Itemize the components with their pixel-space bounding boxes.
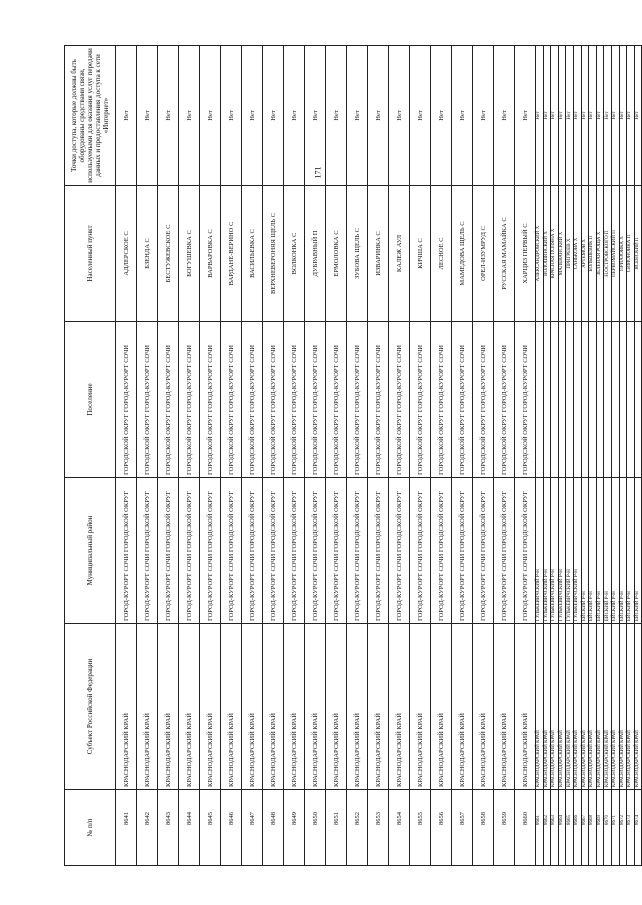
document-sheet	[64, 46, 641, 866]
cell-access-points: Нет	[536, 46, 544, 186]
table-row	[431, 46, 452, 866]
cell-subject: КРАСНОДАРСКИЙ КРАЙ	[596, 624, 604, 790]
cell-subject: КРАСНОДАРСКИЙ КРАЙ	[634, 624, 642, 790]
table-row	[551, 46, 559, 866]
cell-subject: КРАСНОДАРСКИЙ КРАЙ	[543, 624, 551, 790]
table-row	[596, 46, 604, 866]
cell-settlement	[558, 322, 566, 478]
cell-locality: РУССКАЯ МАМАЙКА С	[494, 186, 515, 322]
cell-settlement	[634, 322, 642, 478]
cell-access-points: Нет	[158, 46, 179, 186]
cell-locality: ПЕРВОМАЙСКИЙ П	[611, 186, 619, 322]
cell-locality: МАМЕДОВА ЩЕЛЬ С	[452, 186, 473, 322]
cell-district: ГОРОД-КУРОРТ СОЧИ ГОРОДСКОЙ ОКРУГ	[389, 478, 410, 624]
cell-district: ГУЛЬКЕВИЧСКИЙ Р-Н	[558, 478, 566, 624]
table-row	[116, 46, 137, 866]
cell-number: 8648	[263, 790, 284, 866]
cell-subject: КРАСНОДАРСКИЙ КРАЙ	[368, 624, 389, 790]
cell-number: 8664	[558, 790, 566, 866]
cell-district: ЕЙСКИЙ Р-Н	[634, 478, 642, 624]
cell-access-points: Нет	[221, 46, 242, 186]
table-row	[566, 46, 574, 866]
cell-access-points: Нет	[431, 46, 452, 186]
cell-subject: КРАСНОДАРСКИЙ КРАЙ	[305, 624, 326, 790]
cell-number: 8643	[158, 790, 179, 866]
cell-district: ГОРОД-КУРОРТ СОЧИ ГОРОДСКОЙ ОКРУГ	[179, 478, 200, 624]
cell-locality: АЛЕКСАНДРОВСКИЙ Х	[536, 186, 544, 322]
cell-locality: ВАРДАНЕ-ВЕРИНО С	[221, 186, 242, 322]
table-body	[116, 46, 642, 866]
cell-access-points: Нет	[179, 46, 200, 186]
cell-number: 8662	[543, 790, 551, 866]
cell-district: ГОРОД-КУРОРТ СОЧИ ГОРОДСКОЙ ОКРУГ	[305, 478, 326, 624]
cell-subject: КРАСНОДАРСКИЙ КРАЙ	[347, 624, 368, 790]
cell-subject: КРАСНОДАРСКИЙ КРАЙ	[452, 624, 473, 790]
cell-access-points: Нет	[627, 46, 635, 186]
cell-locality: АДЛЕРСКОЕ С	[116, 186, 137, 322]
cell-settlement: ГОРОДСКОЙ ОКРУГ ГОРОД-КУРОРТ СОЧИ	[347, 322, 368, 478]
cell-subject: КРАСНОДАРСКИЙ КРАЙ	[200, 624, 221, 790]
cell-district: ГОРОД-КУРОРТ СОЧИ ГОРОДСКОЙ ОКРУГ	[410, 478, 431, 624]
cell-settlement: ГОРОДСКОЙ ОКРУГ ГОРОД-КУРОРТ СОЧИ	[494, 322, 515, 478]
cell-subject: КРАСНОДАРСКИЙ КРАЙ	[263, 624, 284, 790]
table-row	[284, 46, 305, 866]
cell-settlement: ГОРОДСКОЙ ОКРУГ ГОРОД-КУРОРТ СОЧИ	[368, 322, 389, 478]
cell-access-points: Нет	[543, 46, 551, 186]
cell-settlement: ГОРОДСКОЙ ОКРУГ ГОРОД-КУРОРТ СОЧИ	[221, 322, 242, 478]
cell-access-points: Нет	[515, 46, 536, 186]
cell-settlement	[604, 322, 612, 478]
cell-subject: КРАСНОДАРСКИЙ КРАЙ	[389, 624, 410, 790]
cell-locality: БОГУШЕВКА С	[179, 186, 200, 322]
cell-settlement: ГОРОДСКОЙ ОКРУГ ГОРОД-КУРОРТ СОЧИ	[200, 322, 221, 478]
cell-district: ГУЛЬКЕВИЧСКИЙ Р-Н	[573, 478, 581, 624]
cell-locality: ХАРЦИЗ ПЕРВЫЙ С	[515, 186, 536, 322]
header-access-points: Точки доступа, которые должны быть оборудованы средствами связи, используемыми для оказания услуг передачи данных и предоставления доступа к сети «Интернет»	[65, 46, 116, 186]
rotated-table-container	[64, 46, 641, 866]
table-row	[410, 46, 431, 866]
table-row	[634, 46, 642, 866]
cell-number: 8647	[242, 790, 263, 866]
table-row	[536, 46, 544, 866]
cell-number: 8673	[627, 790, 635, 866]
cell-district: ГУЛЬКЕВИЧСКИЙ Р-Н	[536, 478, 544, 624]
cell-district: ГОРОД-КУРОРТ СОЧИ ГОРОДСКОЙ ОКРУГ	[242, 478, 263, 624]
cell-locality: КАЛЕЖ АУЛ	[389, 186, 410, 322]
cell-locality: БЕСТУЖЕВСКОЕ С	[158, 186, 179, 322]
table-row	[137, 46, 158, 866]
table-row	[581, 46, 589, 866]
table-row	[627, 46, 635, 866]
cell-number: 8660	[515, 790, 536, 866]
header-subject: Субъект Российской Федерации	[65, 624, 116, 790]
cell-district: ЕЙСКИЙ Р-Н	[581, 478, 589, 624]
cell-settlement: ГОРОДСКОЙ ОКРУГ ГОРОД-КУРОРТ СОЧИ	[242, 322, 263, 478]
cell-locality: ЕРМОЛОВКА С	[326, 186, 347, 322]
cell-number: 8654	[389, 790, 410, 866]
cell-locality: ЛЕСНОЕ С	[431, 186, 452, 322]
cell-access-points: Нет	[452, 46, 473, 186]
cell-subject: КРАСНОДАРСКИЙ КРАЙ	[566, 624, 574, 790]
cell-subject: КРАСНОДАРСКИЙ КРАЙ	[611, 624, 619, 790]
cell-settlement	[551, 322, 559, 478]
table-row	[221, 46, 242, 866]
table-row	[158, 46, 179, 866]
table-row	[589, 46, 597, 866]
cell-access-points: Нет	[347, 46, 368, 186]
table-row	[326, 46, 347, 866]
cell-number: 8655	[410, 790, 431, 866]
cell-district: ГОРОД-КУРОРТ СОЧИ ГОРОДСКОЙ ОКРУГ	[116, 478, 137, 624]
cell-locality: ДУБРАВНЫЙ П	[305, 186, 326, 322]
cell-number: 8642	[137, 790, 158, 866]
cell-access-points: Нет	[263, 46, 284, 186]
cell-locality: ПРИГРЕЕВ Х	[566, 186, 574, 322]
table-row	[347, 46, 368, 866]
cell-settlement: ГОРОДСКОЙ ОКРУГ ГОРОД-КУРОРТ СОЧИ	[410, 322, 431, 478]
cell-locality: ВЕРХНЕВЕРОНЯЯ ЩЕЛЬ С	[263, 186, 284, 322]
cell-settlement: ГОРОДСКОЙ ОКРУГ ГОРОД-КУРОРТ СОЧИ	[431, 322, 452, 478]
cell-settlement: ГОРОДСКОЙ ОКРУГ ГОРОД-КУРОРТ СОЧИ	[263, 322, 284, 478]
cell-settlement: ГОРОДСКОЙ ОКРУГ ГОРОД-КУРОРТ СОЧИ	[515, 322, 536, 478]
cell-locality: САНЬКОВА Х	[573, 186, 581, 322]
cell-settlement: ГОРОДСКОЙ ОКРУГ ГОРОД-КУРОРТ СОЧИ	[452, 322, 473, 478]
cell-access-points: Нет	[200, 46, 221, 186]
cell-settlement: ГОРОДСКОЙ ОКРУГ ГОРОД-КУРОРТ СОЧИ	[284, 322, 305, 478]
cell-access-points: Нет	[611, 46, 619, 186]
cell-access-points: Нет	[551, 46, 559, 186]
cell-locality: ОРЕЛ-ИЗУМРУД С	[473, 186, 494, 322]
cell-subject: КРАСНОДАРСКИЙ КРАЙ	[581, 624, 589, 790]
cell-settlement	[596, 322, 604, 478]
cell-district: ГОРОД-КУРОРТ СОЧИ ГОРОДСКОЙ ОКРУГ	[158, 478, 179, 624]
cell-district: ЕЙСКИЙ Р-Н	[589, 478, 597, 624]
cell-subject: КРАСНОДАРСКИЙ КРАЙ	[619, 624, 627, 790]
cell-number: 8665	[566, 790, 574, 866]
cell-locality: ЯСЕНСКИЙ П	[634, 186, 642, 322]
cell-locality: ВАРВАРОВКА С	[200, 186, 221, 322]
page-number: 171	[313, 166, 323, 179]
cell-settlement	[611, 322, 619, 478]
cell-number: 8653	[368, 790, 389, 866]
cell-number: 8652	[347, 790, 368, 866]
cell-access-points: Нет	[137, 46, 158, 186]
cell-subject: КРАСНОДАРСКИЙ КРАЙ	[473, 624, 494, 790]
cell-district: ГОРОД-КУРОРТ СОЧИ ГОРОДСКОЙ ОКРУГ	[326, 478, 347, 624]
header-locality: Населенный пункт	[65, 186, 116, 322]
cell-number: 8641	[116, 790, 137, 866]
cell-subject: КРАСНОДАРСКИЙ КРАЙ	[284, 624, 305, 790]
cell-subject: КРАСНОДАРСКИЙ КРАЙ	[515, 624, 536, 790]
cell-locality: БОЛЬШЕВИК П	[589, 186, 597, 322]
cell-subject: КРАСНОДАРСКИЙ КРАЙ	[158, 624, 179, 790]
cell-district: ГУЛЬКЕВИЧСКИЙ Р-Н	[566, 478, 574, 624]
cell-access-points: Нет	[473, 46, 494, 186]
cell-number: 8669	[596, 790, 604, 866]
cell-number: 8663	[551, 790, 559, 866]
cell-settlement	[566, 322, 574, 478]
cell-settlement: ГОРОДСКОЙ ОКРУГ ГОРОД-КУРОРТ СОЧИ	[116, 322, 137, 478]
table-row	[389, 46, 410, 866]
cell-subject: КРАСНОДАРСКИЙ КРАЙ	[494, 624, 515, 790]
cell-settlement: ГОРОДСКОЙ ОКРУГ ГОРОД-КУРОРТ СОЧИ	[473, 322, 494, 478]
cell-number: 8646	[221, 790, 242, 866]
cell-district: ЕЙСКИЙ Р-Н	[611, 478, 619, 624]
cell-subject: КРАСНОДАРСКИЙ КРАЙ	[536, 624, 544, 790]
cell-locality: БЗЕНДА С	[137, 186, 158, 322]
cell-number: 8644	[179, 790, 200, 866]
cell-number: 8649	[284, 790, 305, 866]
cell-access-points: Нет	[566, 46, 574, 186]
cell-locality: КРАСНАЯ ПОЛЯНА Х	[551, 186, 559, 322]
cell-settlement: ГОРОДСКОЙ ОКРУГ ГОРОД-КУРОРТ СОЧИ	[137, 322, 158, 478]
cell-subject: КРАСНОДАРСКИЙ КРАЙ	[573, 624, 581, 790]
cell-access-points: Нет	[494, 46, 515, 186]
cell-settlement	[543, 322, 551, 478]
cell-access-points: Нет	[634, 46, 642, 186]
cell-district: ГОРОД-КУРОРТ СОЧИ ГОРОДСКОЙ ОКРУГ	[221, 478, 242, 624]
cell-number: 8658	[473, 790, 494, 866]
cell-number: 8667	[581, 790, 589, 866]
table-row	[452, 46, 473, 866]
cell-district: ЕЙСКИЙ Р-Н	[619, 478, 627, 624]
cell-subject: КРАСНОДАРСКИЙ КРАЙ	[242, 624, 263, 790]
cell-access-points: Нет	[604, 46, 612, 186]
cell-access-points: Нет	[326, 46, 347, 186]
table-row	[305, 46, 326, 866]
cell-access-points: Нет	[573, 46, 581, 186]
cell-subject: КРАСНОДАРСКИЙ КРАЙ	[116, 624, 137, 790]
table-row	[558, 46, 566, 866]
cell-settlement: ГОРОДСКОЙ ОКРУГ ГОРОД-КУРОРТ СОЧИ	[179, 322, 200, 478]
cell-settlement: ГОРОДСКОЙ ОКРУГ ГОРОД-КУРОРТ СОЧИ	[389, 322, 410, 478]
cell-locality: ВАСИЛЬЕВКА С	[242, 186, 263, 322]
cell-number: 8672	[619, 790, 627, 866]
cell-district: ГОРОД-КУРОРТ СОЧИ ГОРОДСКОЙ ОКРУГ	[263, 478, 284, 624]
table-row	[494, 46, 515, 866]
cell-subject: КРАСНОДАРСКИЙ КРАЙ	[326, 624, 347, 790]
localities-table	[64, 45, 642, 866]
cell-subject: КРАСНОДАРСКИЙ КРАЙ	[589, 624, 597, 790]
cell-subject: КРАСНОДАРСКИЙ КРАЙ	[431, 624, 452, 790]
cell-number: 8651	[326, 790, 347, 866]
cell-locality: АРТЕМОВ Х	[581, 186, 589, 322]
table-row	[242, 46, 263, 866]
cell-access-points: Нет	[589, 46, 597, 186]
table-row	[611, 46, 619, 866]
cell-locality: ИЗВАРИНКА С	[368, 186, 389, 322]
table-row	[573, 46, 581, 866]
cell-settlement: ГОРОДСКОЙ ОКРУГ ГОРОД-КУРОРТ СОЧИ	[326, 322, 347, 478]
table-row	[179, 46, 200, 866]
header-settlement: Поселение	[65, 322, 116, 478]
cell-district: ГУЛЬКЕВИЧСКИЙ Р-Н	[551, 478, 559, 624]
cell-district: ГОРОД-КУРОРТ СОЧИ ГОРОДСКОЙ ОКРУГ	[473, 478, 494, 624]
cell-locality: Н.ОСТРОВСКОГО П	[604, 186, 612, 322]
cell-number: 8659	[494, 790, 515, 866]
cell-locality: КИЧША С	[410, 186, 431, 322]
table-row	[263, 46, 284, 866]
cell-district: ГУЛЬКЕВИЧСКИЙ Р-Н	[543, 478, 551, 624]
cell-access-points: Нет	[619, 46, 627, 186]
cell-number: 8650	[305, 790, 326, 866]
cell-district: ЕЙСКИЙ Р-Н	[627, 478, 635, 624]
cell-access-points: Нет	[242, 46, 263, 186]
cell-settlement	[627, 322, 635, 478]
cell-district: ЕЙСКИЙ Р-Н	[604, 478, 612, 624]
cell-subject: КРАСНОДАРСКИЙ КРАЙ	[627, 624, 635, 790]
table-row	[368, 46, 389, 866]
cell-access-points: Нет	[305, 46, 326, 186]
cell-district: ГОРОД-КУРОРТ СОЧИ ГОРОДСКОЙ ОКРУГ	[452, 478, 473, 624]
cell-access-points: Нет	[581, 46, 589, 186]
cell-settlement	[589, 322, 597, 478]
cell-subject: КРАСНОДАРСКИЙ КРАЙ	[558, 624, 566, 790]
cell-district: ГОРОД-КУРОРТ СОЧИ ГОРОДСКОЙ ОКРУГ	[137, 478, 158, 624]
table-header-row	[65, 46, 116, 866]
cell-number: 8661	[536, 790, 544, 866]
cell-district: ГОРОД-КУРОРТ СОЧИ ГОРОДСКОЙ ОКРУГ	[515, 478, 536, 624]
cell-subject: КРАСНОДАРСКИЙ КРАЙ	[604, 624, 612, 790]
cell-subject: КРАСНОДАРСКИЙ КРАЙ	[410, 624, 431, 790]
cell-settlement	[536, 322, 544, 478]
cell-number: 8674	[634, 790, 642, 866]
cell-access-points: Нет	[410, 46, 431, 186]
header-number: № п/п	[65, 790, 116, 866]
cell-district: ГОРОД-КУРОРТ СОЧИ ГОРОДСКОЙ ОКРУГ	[347, 478, 368, 624]
cell-access-points: Нет	[368, 46, 389, 186]
cell-locality: ВОЛОШИНСКИЙ Х	[543, 186, 551, 322]
cell-subject: КРАСНОДАРСКИЙ КРАЙ	[137, 624, 158, 790]
header-district: Муниципальный район	[65, 478, 116, 624]
cell-settlement: ГОРОДСКОЙ ОКРУГ ГОРОД-КУРОРТ СОЧИ	[305, 322, 326, 478]
cell-access-points: Нет	[116, 46, 137, 186]
table-row	[473, 46, 494, 866]
cell-settlement	[573, 322, 581, 478]
cell-number: 8668	[589, 790, 597, 866]
cell-number: 8657	[452, 790, 473, 866]
cell-locality: ЗЕЛЕНАЯ РОЩА Х	[596, 186, 604, 322]
cell-district: ГОРОД-КУРОРТ СОЧИ ГОРОДСКОЙ ОКРУГ	[431, 478, 452, 624]
table-row	[604, 46, 612, 866]
table-row	[619, 46, 627, 866]
cell-access-points: Нет	[389, 46, 410, 186]
cell-locality: ЗУБОВА ЩЕЛЬ С	[347, 186, 368, 322]
cell-district: ГОРОД-КУРОРТ СОЧИ ГОРОДСКОЙ ОКРУГ	[494, 478, 515, 624]
table-row	[200, 46, 221, 866]
cell-settlement	[581, 322, 589, 478]
cell-settlement: ГОРОДСКОЙ ОКРУГ ГОРОД-КУРОРТ СОЧИ	[158, 322, 179, 478]
cell-number: 8670	[604, 790, 612, 866]
cell-locality: МАЛЕВАНСКИЙ Х	[558, 186, 566, 322]
cell-locality: СИМОНОВКА П	[627, 186, 635, 322]
cell-number: 8656	[431, 790, 452, 866]
table-row	[543, 46, 551, 866]
cell-locality: ПРИАЗОВКА Х	[619, 186, 627, 322]
cell-district: ГОРОД-КУРОРТ СОЧИ ГОРОДСКОЙ ОКРУГ	[368, 478, 389, 624]
cell-locality: ВОЛКОНКА С	[284, 186, 305, 322]
cell-access-points: Нет	[596, 46, 604, 186]
cell-number: 8671	[611, 790, 619, 866]
cell-subject: КРАСНОДАРСКИЙ КРАЙ	[551, 624, 559, 790]
table-row	[515, 46, 536, 866]
cell-number: 8666	[573, 790, 581, 866]
cell-district: ГОРОД-КУРОРТ СОЧИ ГОРОДСКОЙ ОКРУГ	[284, 478, 305, 624]
cell-number: 8645	[200, 790, 221, 866]
cell-subject: КРАСНОДАРСКИЙ КРАЙ	[179, 624, 200, 790]
cell-subject: КРАСНОДАРСКИЙ КРАЙ	[221, 624, 242, 790]
cell-settlement	[619, 322, 627, 478]
cell-district: ЕЙСКИЙ Р-Н	[596, 478, 604, 624]
cell-access-points: Нет	[558, 46, 566, 186]
cell-district: ГОРОД-КУРОРТ СОЧИ ГОРОДСКОЙ ОКРУГ	[200, 478, 221, 624]
cell-access-points: Нет	[284, 46, 305, 186]
